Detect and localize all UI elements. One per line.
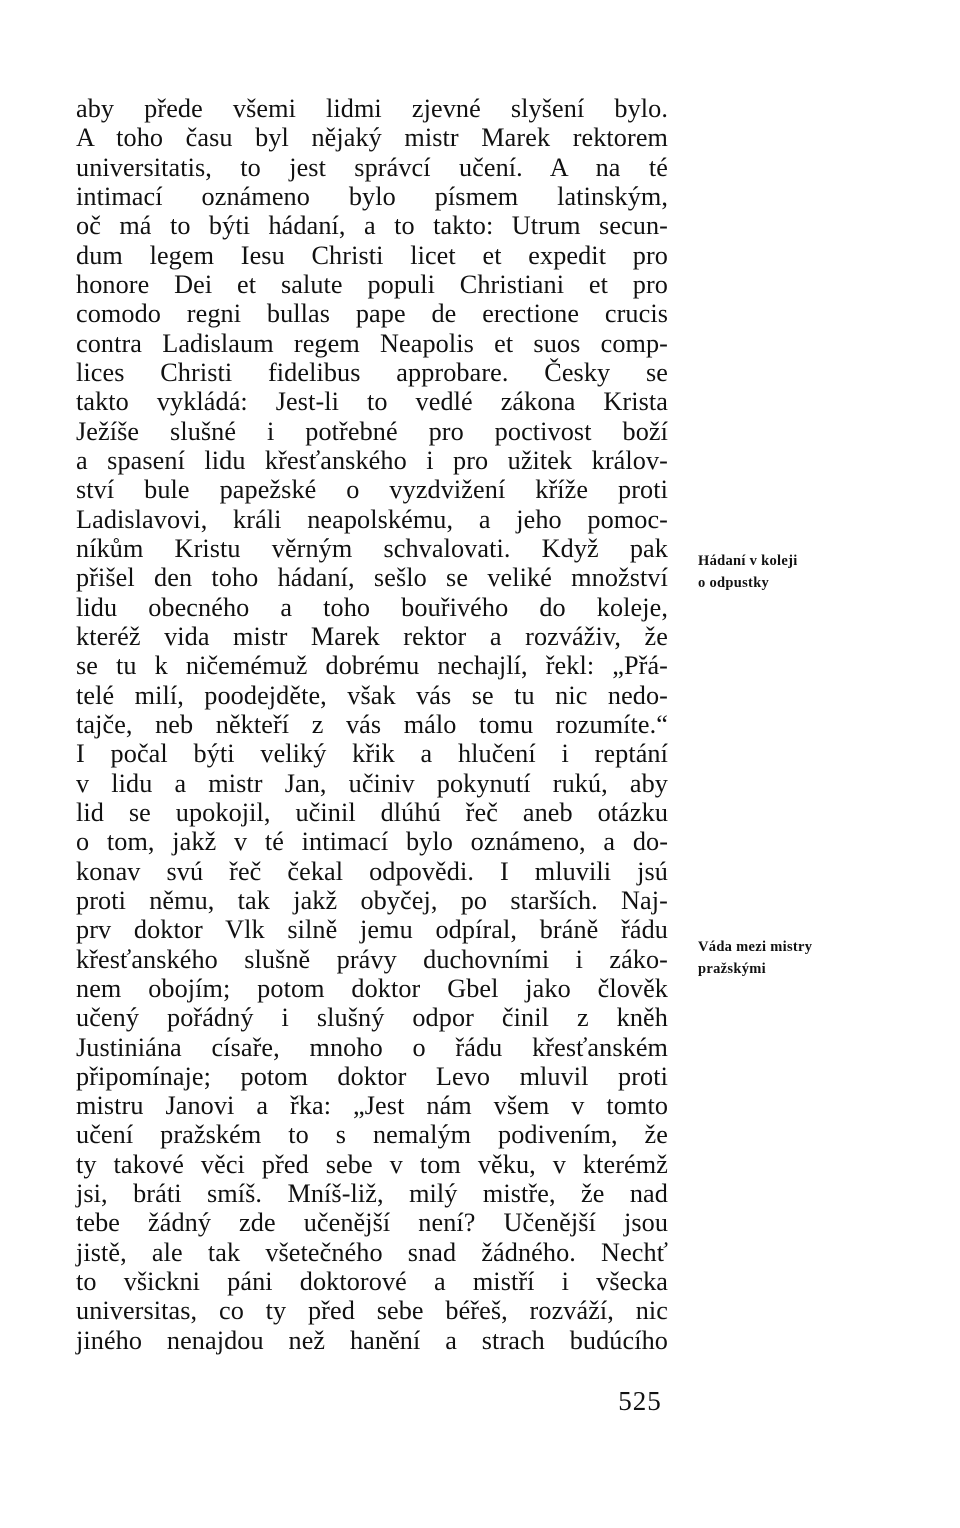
- text-line: tebe žádný zde učenější není? Učenější jsou: [76, 1208, 669, 1238]
- text-line: Ježíše slušné i potřebné pro poctivost boží: [76, 416, 668, 446]
- text-line: jiného nenajdou než hanění a strach budúcího: [76, 1325, 668, 1355]
- text-line: učený pořádný i slušný odpor činil z kněh: [76, 1003, 668, 1033]
- body-text: [76, 94, 668, 1355]
- text-line: se tu k ničemémuž dobrému nechajlí, řekl: „Přá-: [76, 651, 668, 681]
- text-line: křesťanského slušně právy duchovními i záko-: [76, 944, 668, 974]
- text-line: jsi, bráti smíš. Mníš-liž, milý mistře, že nad: [76, 1179, 668, 1209]
- text-line: a spasení lidu křesťanského i pro užitek králov-: [76, 445, 668, 475]
- text-line: v lidu a mistr Jan, učiniv pokynutí rukú, aby: [76, 768, 668, 798]
- text-line: tajče, neb někteří z vás málo tomu rozumíte.“: [76, 709, 669, 739]
- text-line: mistru Janovi a řka: „Jest nám všem v tomto: [76, 1091, 669, 1121]
- text-line: lices Christi fidelibus approbare. Česky se: [76, 357, 668, 387]
- margin-note-quarrel: [698, 936, 868, 980]
- text-line: telé milí, poodejděte, však vás se tu nic nedo-: [76, 680, 669, 710]
- text-line: universitas, co ty před sebe béřeš, rozváží, nic: [76, 1296, 669, 1326]
- text-line: to všickni páni doktorové a mistří i všecka: [76, 1267, 669, 1297]
- text-line: oč má to býti hádaní, a to takto: Utrum secun-: [76, 211, 668, 241]
- page-number: 525: [618, 1386, 662, 1416]
- text-line: učení pražském to s nemalým podivením, že: [76, 1120, 668, 1150]
- text-line: honore Dei et salute populi Christiani et pro: [76, 269, 668, 299]
- text-line: kteréž vida mistr Marek rektor a rozváživ, že: [76, 621, 668, 651]
- text-line: dum legem Iesu Christi licet et expedit pro: [76, 240, 668, 270]
- text-line: prv doktor Vlk silně jemu odpíral, bráně řádu: [76, 915, 668, 945]
- text-line: Justiniána císaře, mnoho o řádu křesťanském: [76, 1032, 669, 1062]
- text-line: Ladislavovi, králi neapolskému, a jeho pomoc-: [76, 504, 668, 534]
- margin-note-line: Hádaní v koleji: [698, 553, 798, 569]
- text-line: lid se upokojil, učinil dlúhú řeč aneb otázku: [76, 797, 669, 827]
- text-line: o tom, jakž v té intimací bylo oznámeno, a do-: [76, 827, 669, 857]
- text-line: comodo regni bullas pape de erectione crucis: [76, 299, 669, 329]
- text-line: nem obojím; potom doktor Gbel jako člověk: [76, 973, 668, 1003]
- text-line: přišel den toho hádaní, sešlo se veliké množství: [76, 563, 668, 593]
- text-line: aby přede všemi lidmi zjevné slyšení bylo.: [76, 94, 668, 123]
- text-line: konav svú řeč čekal odpovědi. I mluvili jsú: [76, 856, 668, 886]
- text-line: contra Ladislaum regem Neapolis et suos comp-: [76, 328, 669, 358]
- text-line: níkům Kristu věrným schvalovati. Když pak: [76, 533, 668, 563]
- text-line: lidu obecného a toho bouřivého do koleje,: [76, 592, 669, 622]
- margin-note-disputation: [698, 550, 868, 594]
- text-line: universitatis, to jest správcí učení. A na té: [76, 152, 668, 182]
- text-line: intimací oznámeno bylo písmem latinským,: [76, 181, 669, 211]
- text-line: jistě, ale tak všetečného snad žádného. Nechť: [76, 1237, 668, 1267]
- text-line: ty takové věci před sebe v tom věku, v kterémž: [76, 1149, 668, 1179]
- text-line: proti němu, tak jakž obyčej, po starších. Naj-: [76, 885, 668, 915]
- margin-note-line: o odpustky: [698, 575, 770, 591]
- text-line: A toho času byl nějaký mistr Marek rektorem: [76, 123, 669, 153]
- text-line: připomínaje; potom doktor Levo mluvil proti: [76, 1061, 668, 1091]
- text-line: takto vykládá: Jest-li to vedlé zákona Krista: [76, 387, 669, 417]
- margin-note-line: pražskými: [698, 961, 766, 977]
- text-line: ství bule papežské o vyzdvižení kříže proti: [76, 475, 668, 505]
- text-line: I počal býti veliký křik a hlučení i reptání: [76, 739, 668, 769]
- margin-note-line: Váda mezi mistry: [698, 939, 813, 955]
